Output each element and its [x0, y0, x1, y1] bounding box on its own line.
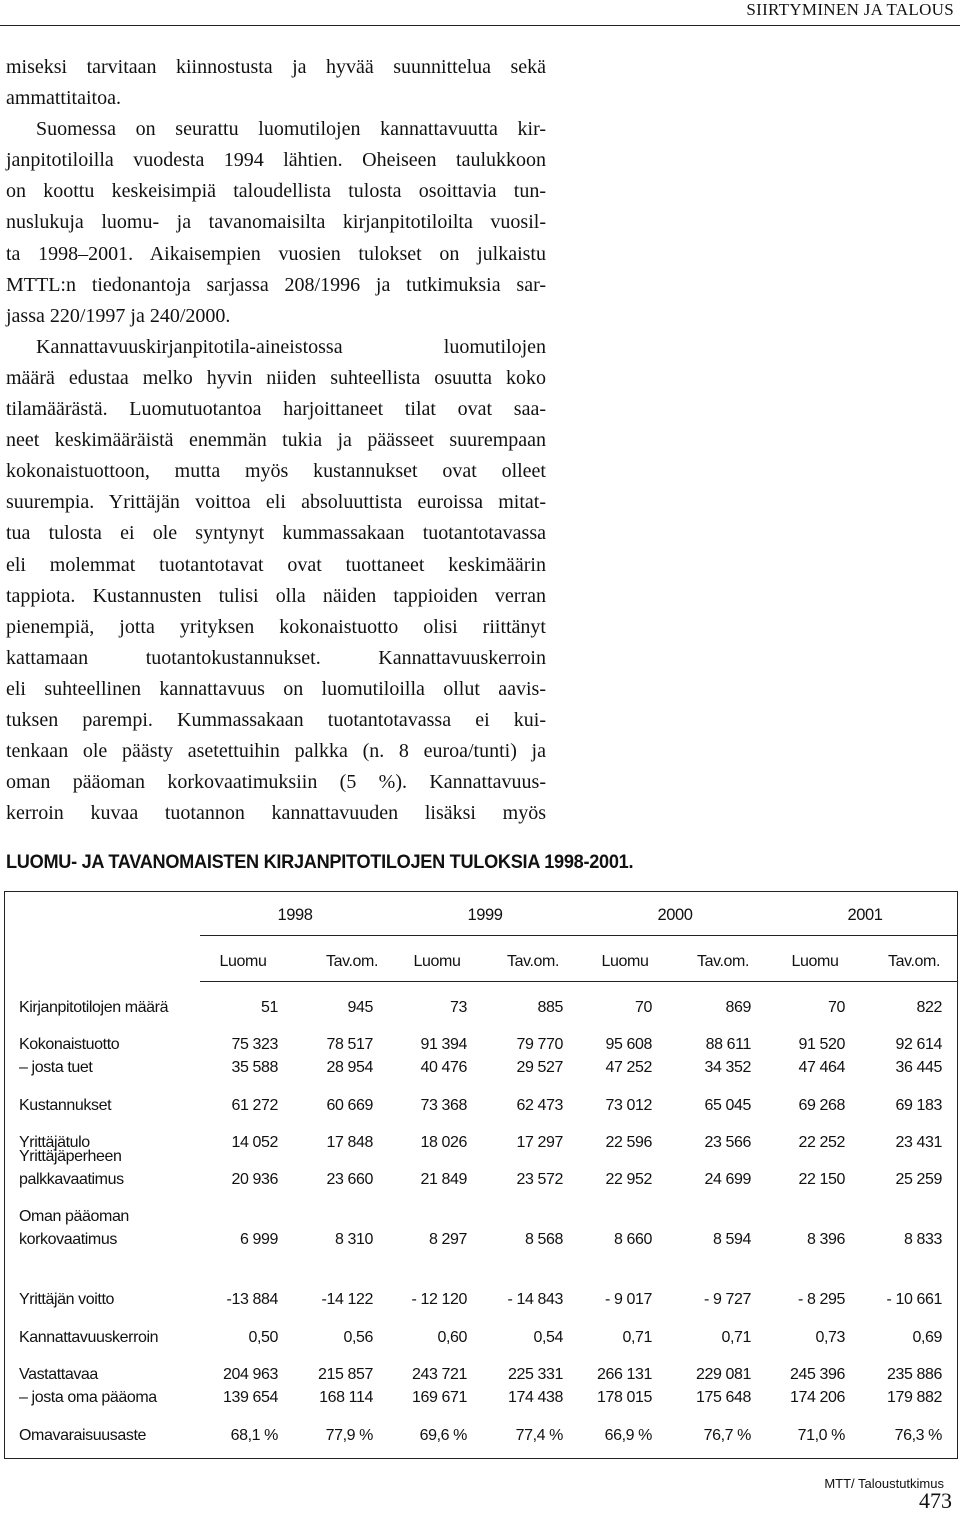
table-cell: - 12 120 — [411, 1291, 467, 1308]
column-subheader: Luomu — [791, 953, 839, 970]
table-cell: 17 297 — [516, 1134, 563, 1151]
table-cell: 22 150 — [798, 1171, 845, 1188]
table-cell: 215 857 — [317, 1366, 373, 1383]
body-line: tuksen parempi. Kummassakaan tuotantotavassa ei kui- — [6, 708, 546, 731]
table-cell: 91 520 — [798, 1036, 845, 1053]
body-line: neet keskimääräistä enemmän tukia ja päässeet suurempaan — [6, 429, 546, 452]
table-cell: 71,0 % — [797, 1427, 845, 1444]
body-line: kokonaistuottoon, mutta myös kustannukset ovat olleet — [6, 460, 546, 483]
table-cell: - 14 843 — [507, 1291, 563, 1308]
table-cell: 8 833 — [903, 1231, 942, 1248]
table-cell: 8 396 — [806, 1231, 845, 1248]
table-cell: 8 568 — [524, 1231, 563, 1248]
table-cell: 62 473 — [516, 1097, 563, 1114]
table-cell: 25 259 — [895, 1171, 942, 1188]
table-cell: 76,7 % — [703, 1427, 751, 1444]
table-cell: -14 122 — [321, 1291, 373, 1308]
table-cell: 51 — [261, 999, 278, 1016]
table-cell: 0,50 — [248, 1329, 278, 1346]
table-cell: 225 331 — [507, 1366, 563, 1383]
row-label: Kustannukset — [19, 1097, 112, 1114]
body-line: tua tulosta ei ole syntynyt kummassakaan tuotantotavassa — [6, 522, 546, 545]
column-subheader: Luomu — [413, 953, 461, 970]
table-cell: 23 572 — [516, 1171, 563, 1188]
table-cell: 36 445 — [895, 1059, 942, 1076]
table-cell: 0,54 — [533, 1329, 563, 1346]
table-cell: 822 — [916, 999, 942, 1016]
body-line: tilamäärästä. Luomutuotantoa harjoittaneet tilat ovat saa- — [6, 398, 546, 421]
table-cell: 169 671 — [411, 1389, 467, 1406]
body-line: Suomessa on seurattu luomutilojen kannattavuutta kir- — [36, 118, 546, 141]
year-header: 1998 — [277, 906, 313, 924]
page-number: 473 — [919, 1488, 952, 1513]
body-line: on koottu keskeisimpiä taloudellista tulosta osoittavia tun- — [6, 180, 546, 203]
table-cell: 95 608 — [605, 1036, 652, 1053]
table-cell: 0,56 — [343, 1329, 373, 1346]
table-cell: 70 — [635, 999, 652, 1016]
table-cell: 945 — [347, 999, 373, 1016]
row-label: Kirjanpitotilojen määrä — [19, 999, 169, 1016]
table-cell: 77,9 % — [325, 1427, 373, 1444]
year-header: 1999 — [467, 906, 503, 924]
running-header — [0, 0, 960, 26]
column-subheader: Tav.om. — [696, 953, 750, 970]
body-line: janpitotiloilla vuodesta 1994 lähtien. Oheiseen taulukkoon — [6, 149, 546, 172]
table-cell: 22 952 — [605, 1171, 652, 1188]
table-cell: 8 310 — [334, 1231, 373, 1248]
row-label: palkkavaatimus — [19, 1171, 124, 1188]
table-cell: 78 517 — [326, 1036, 373, 1053]
year-header: 2000 — [657, 906, 693, 924]
column-subheader: Luomu — [601, 953, 649, 970]
table-cell: 65 045 — [704, 1097, 751, 1114]
table-cell: 175 648 — [695, 1389, 751, 1406]
table-cell: 70 — [828, 999, 845, 1016]
body-line: MTTL:n tiedonantoja sarjassa 208/1996 ja tutkimuksia sar- — [6, 273, 546, 296]
table-cell: 75 323 — [231, 1036, 278, 1053]
body-line: miseksi tarvitaan kiinnostusta ja hyvää suunnittelua sekä — [6, 56, 546, 78]
table-cell: - 8 295 — [797, 1291, 845, 1308]
table-cell: 35 588 — [231, 1059, 278, 1076]
header-rule — [200, 935, 958, 936]
table-cell: 91 394 — [420, 1036, 467, 1053]
results-table — [4, 891, 958, 1459]
table-cell: 20 936 — [231, 1171, 278, 1188]
row-label: Vastattavaa — [19, 1366, 98, 1383]
body-line: nuslukuja luomu- ja tavanomaisilta kirjanpitotiloilta vuosil- — [6, 211, 546, 234]
table-cell: 229 081 — [695, 1366, 751, 1383]
table-cell: 69,6 % — [419, 1427, 467, 1444]
body-line: kattamaan tuotantokustannukset. Kannattavuuskerroin — [6, 646, 546, 669]
table-cell: 28 954 — [326, 1059, 373, 1076]
table-cell: - 10 661 — [886, 1291, 942, 1308]
row-label: Yrittäjäperheen — [19, 1148, 122, 1165]
table-cell: 0,71 — [622, 1329, 652, 1346]
table-cell: 204 963 — [222, 1366, 278, 1383]
table-cell: 178 015 — [596, 1389, 652, 1406]
body-line: tappiota. Kustannusten tulisi olla näiden tappioiden verran — [6, 584, 546, 607]
column-subheader: Tav.om. — [325, 953, 379, 970]
table-cell: 73 — [450, 999, 467, 1016]
row-label: Kannattavuuskerroin — [19, 1329, 159, 1346]
table-cell: 0,60 — [437, 1329, 467, 1346]
row-label: – josta oma pääoma — [19, 1389, 157, 1406]
row-label: Yrittäjätulo — [19, 1134, 90, 1151]
body-line: eli molemmat tuotantotavat ovat tuottaneet keskimäärin — [6, 553, 546, 576]
table-cell: 235 886 — [886, 1366, 942, 1383]
table-cell: 79 770 — [516, 1036, 563, 1053]
body-text — [6, 52, 546, 829]
table-cell: 8 297 — [428, 1231, 467, 1248]
table-cell: 47 252 — [605, 1059, 652, 1076]
table-title: LUOMU- JA TAVANOMAISTEN KIRJANPITOTILOJEN TULOKSIA 1998-2001. — [6, 851, 634, 873]
table-cell: 168 114 — [319, 1389, 373, 1406]
table-cell: 8 594 — [712, 1231, 751, 1248]
table-cell: 18 026 — [420, 1134, 467, 1151]
body-line: ta 1998–2001. Aikaisempien vuosien tulokset on julkaistu — [6, 242, 546, 265]
column-subheader: Tav.om. — [887, 953, 941, 970]
table-cell: 21 849 — [420, 1171, 467, 1188]
table-cell: 23 431 — [895, 1134, 942, 1151]
table-cell: 61 272 — [231, 1097, 278, 1114]
table-cell: 34 352 — [704, 1059, 751, 1076]
table-cell: 40 476 — [420, 1059, 467, 1076]
body-line: ammattitaitoa. — [6, 87, 121, 110]
year-header: 2001 — [847, 906, 883, 924]
table-cell: 60 669 — [326, 1097, 373, 1114]
table-cell: 139 654 — [222, 1389, 278, 1406]
body-line: suurempia. Yrittäjän voittoa eli absoluuttista euroissa mitat- — [6, 491, 546, 514]
table-cell: 73 368 — [420, 1097, 467, 1114]
table-cell: 66,9 % — [604, 1427, 652, 1444]
row-label: Oman pääoman — [19, 1208, 129, 1225]
table-cell: 0,69 — [912, 1329, 942, 1346]
table-cell: 73 012 — [605, 1097, 652, 1114]
table-cell: 14 052 — [231, 1134, 278, 1151]
table-cell: 47 464 — [798, 1059, 845, 1076]
table-cell: 23 660 — [326, 1171, 373, 1188]
body-line: jassa 220/1997 ja 240/2000. — [6, 304, 231, 327]
table-cell: 22 596 — [605, 1134, 652, 1151]
table-cell: 6 999 — [239, 1231, 278, 1248]
table-cell: 29 527 — [516, 1059, 563, 1076]
row-label: – josta tuet — [19, 1059, 93, 1076]
table-cell: 68,1 % — [230, 1427, 278, 1444]
table-cell: 24 699 — [704, 1171, 751, 1188]
table-cell: 0,71 — [721, 1329, 751, 1346]
table-cell: 869 — [725, 999, 751, 1016]
table-cell: 88 611 — [705, 1036, 751, 1053]
column-subheader: Luomu — [219, 953, 267, 970]
body-line: tenkaan ole päästy asetettuihin palkka (n. 8 euroa/tunti) ja — [6, 740, 546, 763]
body-line: oman pääoman korkovaatimuksiin (5 %). Kannattavuus- — [6, 771, 546, 794]
table-cell: 76,3 % — [894, 1427, 942, 1444]
table-cell: 266 131 — [596, 1366, 652, 1383]
table-cell: 243 721 — [411, 1366, 467, 1383]
table-cell: 245 396 — [789, 1366, 845, 1383]
table-cell: 69 268 — [798, 1097, 845, 1114]
table-cell: 8 660 — [613, 1231, 652, 1248]
table-cell: 92 614 — [895, 1036, 942, 1053]
body-line: eli suhteellinen kannattavuus on luomutiloilla ollut aavis- — [6, 677, 546, 700]
table-cell: 77,4 % — [515, 1427, 563, 1444]
table-cell: 174 438 — [507, 1389, 563, 1406]
table-cell: 23 566 — [704, 1134, 751, 1151]
table-cell: 69 183 — [895, 1097, 942, 1114]
body-line: määrä edustaa melko hyvin niiden suhteellista osuutta koko — [6, 366, 546, 389]
body-line: Kannattavuuskirjanpitotila-aineistossa luomutilojen — [36, 335, 546, 358]
body-line: pienempiä, jotta yrityksen kokonaistuotto olisi riittänyt — [6, 615, 546, 638]
table-cell: 17 848 — [326, 1134, 373, 1151]
table-cell: - 9 017 — [604, 1291, 652, 1308]
row-label: Omavaraisuusaste — [19, 1427, 146, 1444]
row-label: Kokonaistuotto — [19, 1036, 120, 1053]
table-cell: 179 882 — [886, 1389, 942, 1406]
table-cell: - 9 727 — [703, 1291, 751, 1308]
body-line: kerroin kuvaa tuotannon kannattavuuden lisäksi myös — [6, 802, 546, 825]
row-label: korkovaatimus — [19, 1231, 117, 1248]
table-cell: 0,73 — [815, 1329, 845, 1346]
row-label: Yrittäjän voitto — [19, 1291, 114, 1308]
running-header-title: SIIRTYMINEN JA TALOUS — [746, 0, 954, 19]
header-rule — [200, 981, 958, 982]
table-cell: 174 206 — [789, 1389, 845, 1406]
column-subheader: Tav.om. — [506, 953, 560, 970]
table-cell: 22 252 — [798, 1134, 845, 1151]
footer-source: MTT/ Taloustutkimus — [824, 1476, 944, 1491]
table-cell: -13 884 — [226, 1291, 278, 1308]
table-cell: 885 — [537, 999, 563, 1016]
